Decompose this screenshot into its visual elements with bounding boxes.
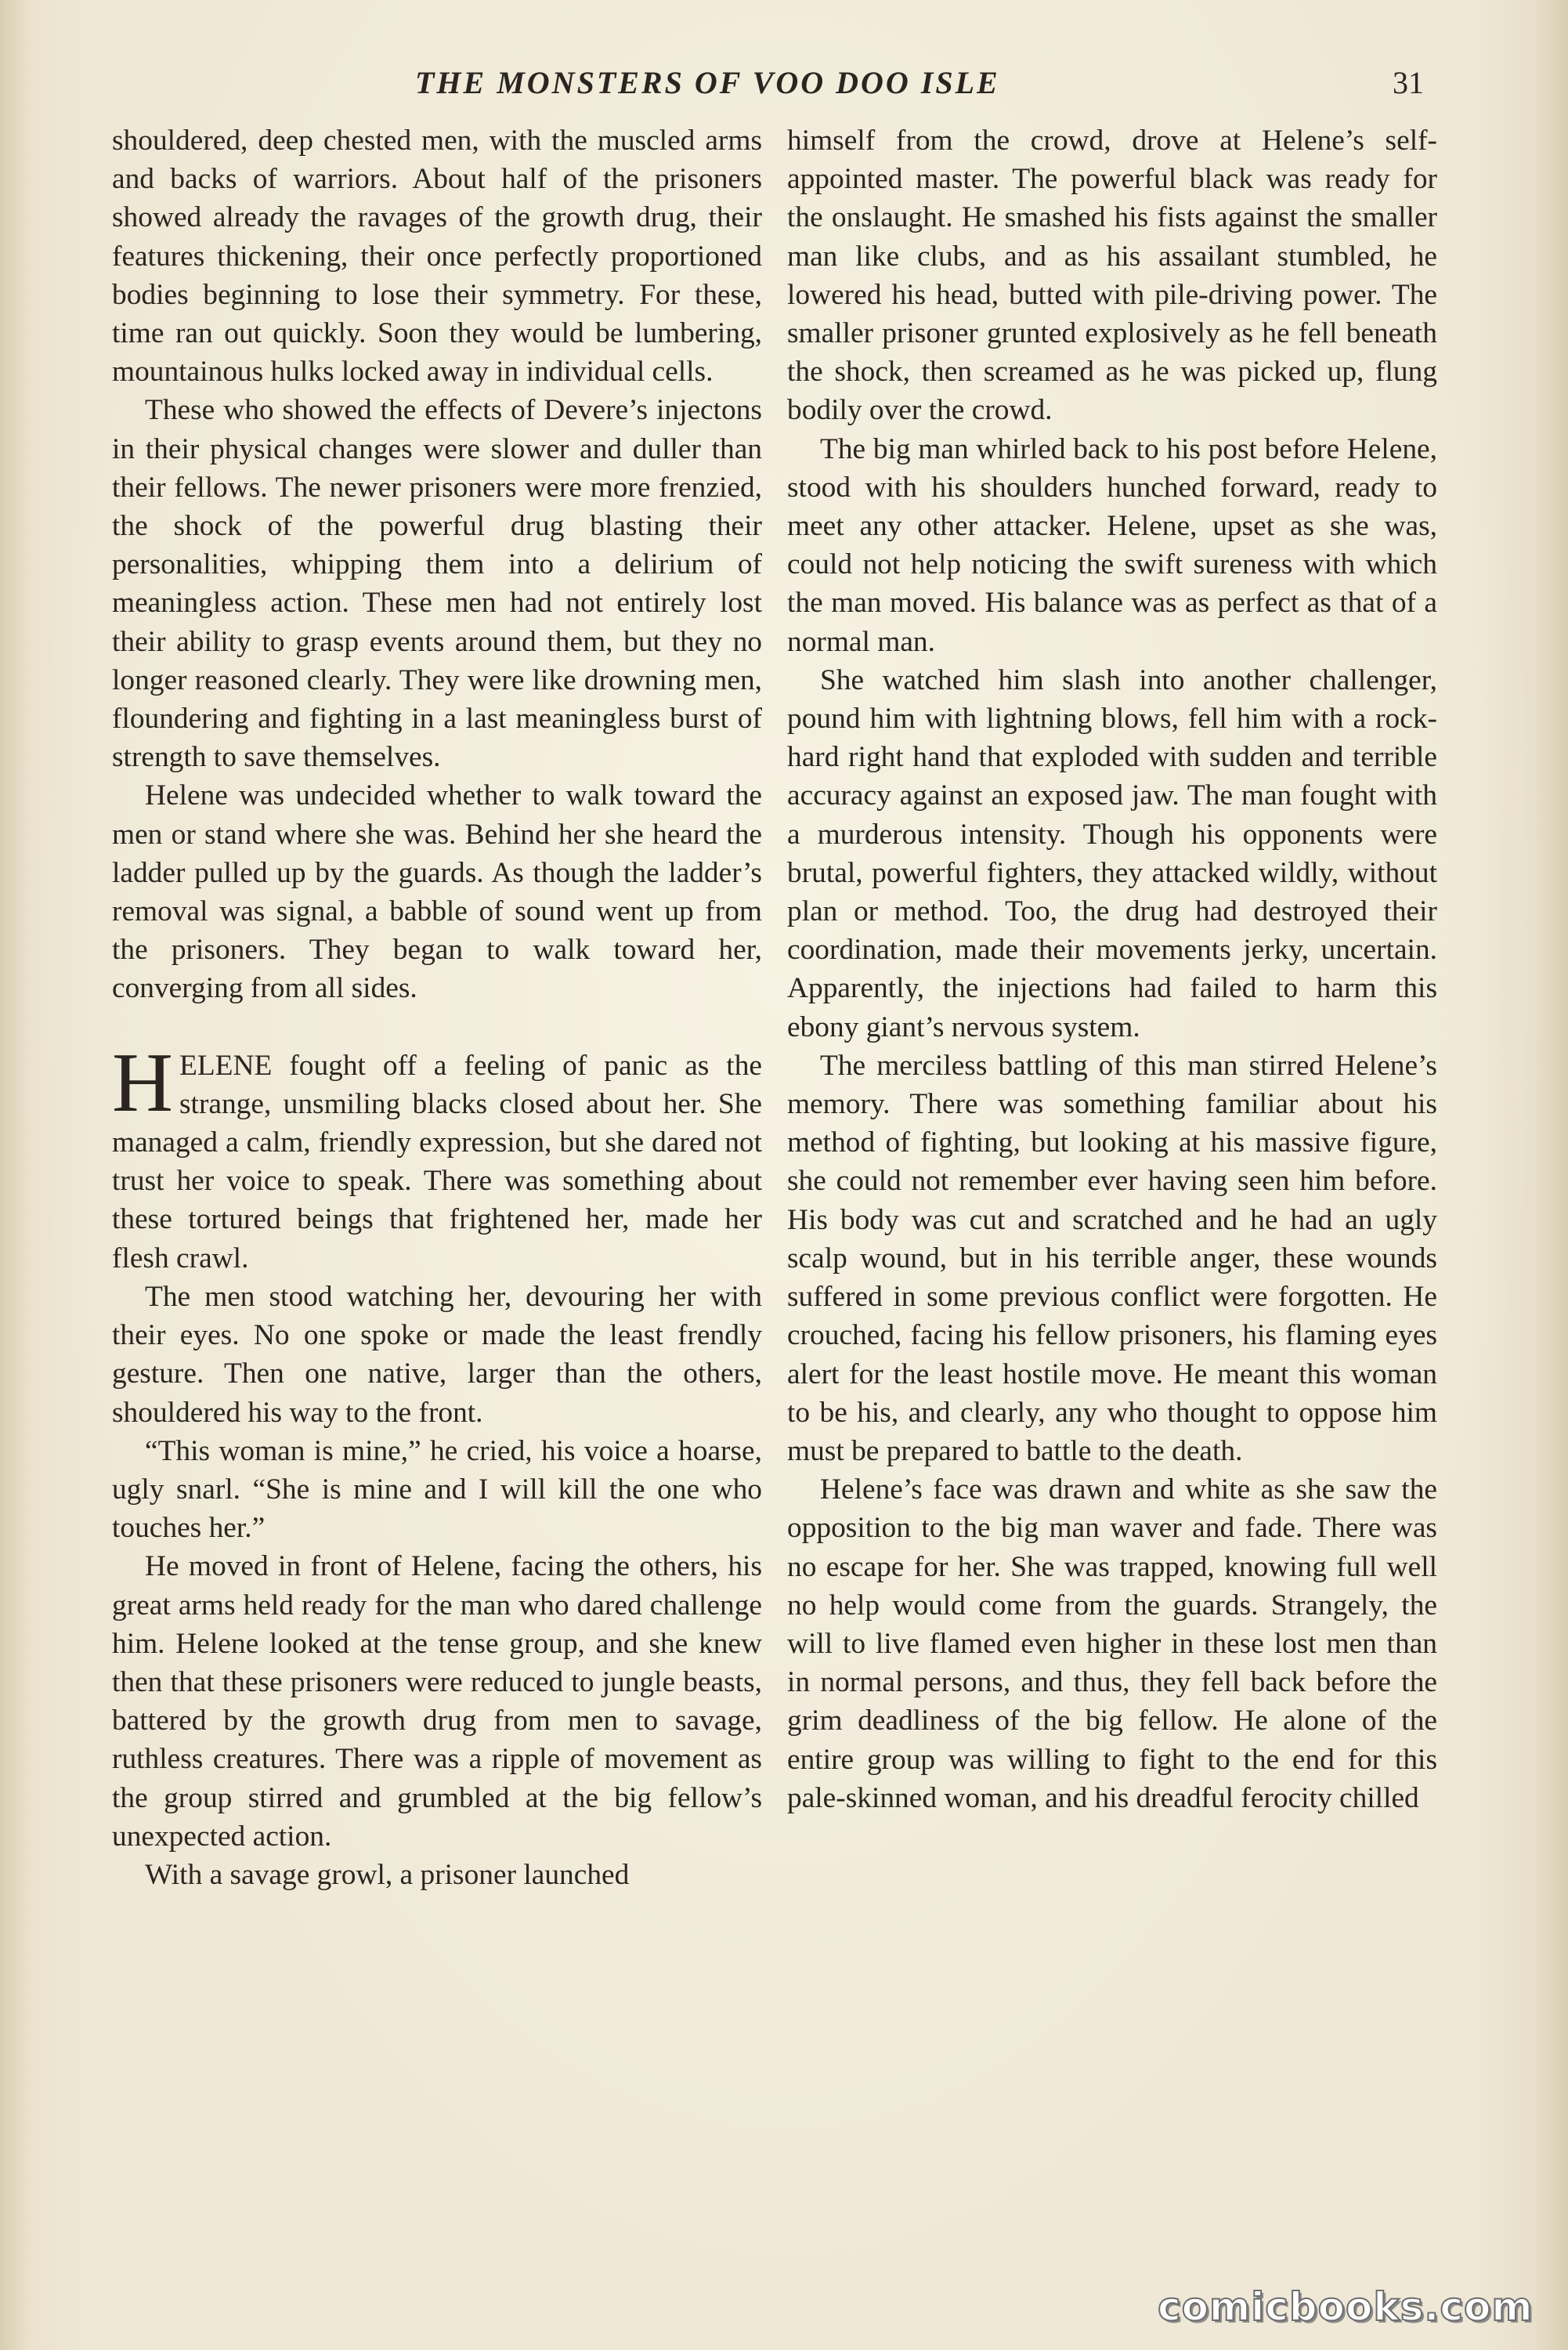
paragraph: The big man whirled back to his post before Helene, stood with his shoulders hunched forward, ready to meet any other attacker. Helene, upset as she was, could not help noticing the swift sureness with which the man moved. His balance was as perfect as that of a normal man. [787, 432, 1437, 658]
section-opening-paragraph: HELENE fought off a feeling of panic as the strange, unsmiling blacks closed about her. She managed a calm, friendly expression, but she dared not trust her voice to speak. There was something about these tortured beings that frightened her, made her flesh crawl. [112, 1036, 762, 1274]
paragraph: himself from the crowd, drove at Helene’s self-appointed master. The powerful black was ready for the onslaught. He smashed his fists against the smaller man like clubs, and as his assailant stumbled, he lowered his head, butted with pile-driving power. The smaller prisoner grunted explosively as he fell beneath the shock, then screamed as he was picked up, flung bodily over the crowd. [787, 125, 1437, 427]
paragraph: He moved in front of Helene, facing the others, his great arms held ready for the man who dared challenge him. Helene looked at the tense group, and she knew then that these prisoners were reduced to jungle beasts, battered by the growth drug from men to savage, ruthless creatures. There was a ripple of movement as the group stirred and grumbled at the big fellow’s unexpected action. [112, 1550, 762, 1853]
paragraph: Helene’s face was drawn and white as she saw the opposition to the big man waver and fade. There was no escape for her. She was trapped, knowing full well no help would come from the guards. Strangely, the will to live flamed even higher in these lost men than in normal persons, and thus, they fell back before the grim deadliness of the big fellow. He alone of the entire group was willing to fight to the end for this pale-skinned woman, and his dreadful ferocity chilled [787, 1473, 1437, 1814]
paragraph: With a savage growl, a prisoner launched [145, 1858, 630, 1891]
left-column [112, 121, 762, 1894]
site-watermark: comicbooks.com [1158, 2284, 1534, 2330]
story-title: THE MONSTERS OF VOO DOO ISLE [415, 65, 1000, 100]
paragraph: The merciless battling of this man stirred Helene’s memory. There was something familiar about his method of fighting, but looking at his massive figure, she could not remember ever having seen him before. His body was cut and scratched and he had an ugly scalp wound, but in his terrible anger, these wounds suffered in some previous conflict were forgotten. He crouched, facing his fellow prisoners, his flaming eyes alert for the least hostile move. He meant this woman to be his, and clearly, any who thought to oppose him must be prepared to battle to the death. [787, 1049, 1437, 1467]
paragraph: The men stood watching her, devouring her with their eyes. No one spoke or made the least frendly gesture. Then one native, larger than the others, shouldered his way to the front. [112, 1280, 762, 1429]
paragraph: She watched him slash into another challenger, pound him with lightning blows, fell him with a rock-hard right hand that exploded with sudden and terrible accuracy against an exposed jaw. The man fought with a murderous intensity. Though his opponents were brutal, powerful fighters, they attacked wildly, without plan or method. Too, the drug had destroyed their coordination, made their movements jerky, uncertain. Apparently, the injections had failed to harm this ebony giant’s nervous system. [787, 663, 1437, 1043]
running-header [0, 64, 1568, 111]
paragraph: These who showed the effects of Devere’s injectons in their physical changes were slower and duller than their fellows. The newer prisoners were more frenzied, the shock of the powerful drug blasting their personalities, whipping them into a delirium of meaningless action. These men had not entirely lost their ability to grasp events around them, but they no longer reasoned clearly. They were like drowning men, floundering and fighting in a last meaningless burst of strength to save themselves. [112, 394, 762, 774]
paragraph: shouldered, deep chested men, with the muscled arms and backs of warriors. About half of the prisoners showed already the ravages of the growth drug, their features thickening, their once perfectly proportioned bodies beginning to lose their symmetry. For these, time ran out quickly. Soon they would be lumbering, mountainous hulks locked away in individual cells. [112, 125, 762, 389]
paragraph: Helene was undecided whether to walk toward the men or stand where she was. Behind her she heard the ladder pulled up by the guards. As though the ladder’s removal was signal, a babble of sound went up from the prisoners. They began to walk toward her, converging from all sides. [112, 779, 762, 1005]
paragraph: “This woman is mine,” he cried, his voice a hoarse, ugly snarl. “She is mine and I will kill the one who touches her.” [112, 1434, 762, 1545]
page-number: 31 [1393, 65, 1424, 100]
right-column [787, 121, 1437, 1817]
